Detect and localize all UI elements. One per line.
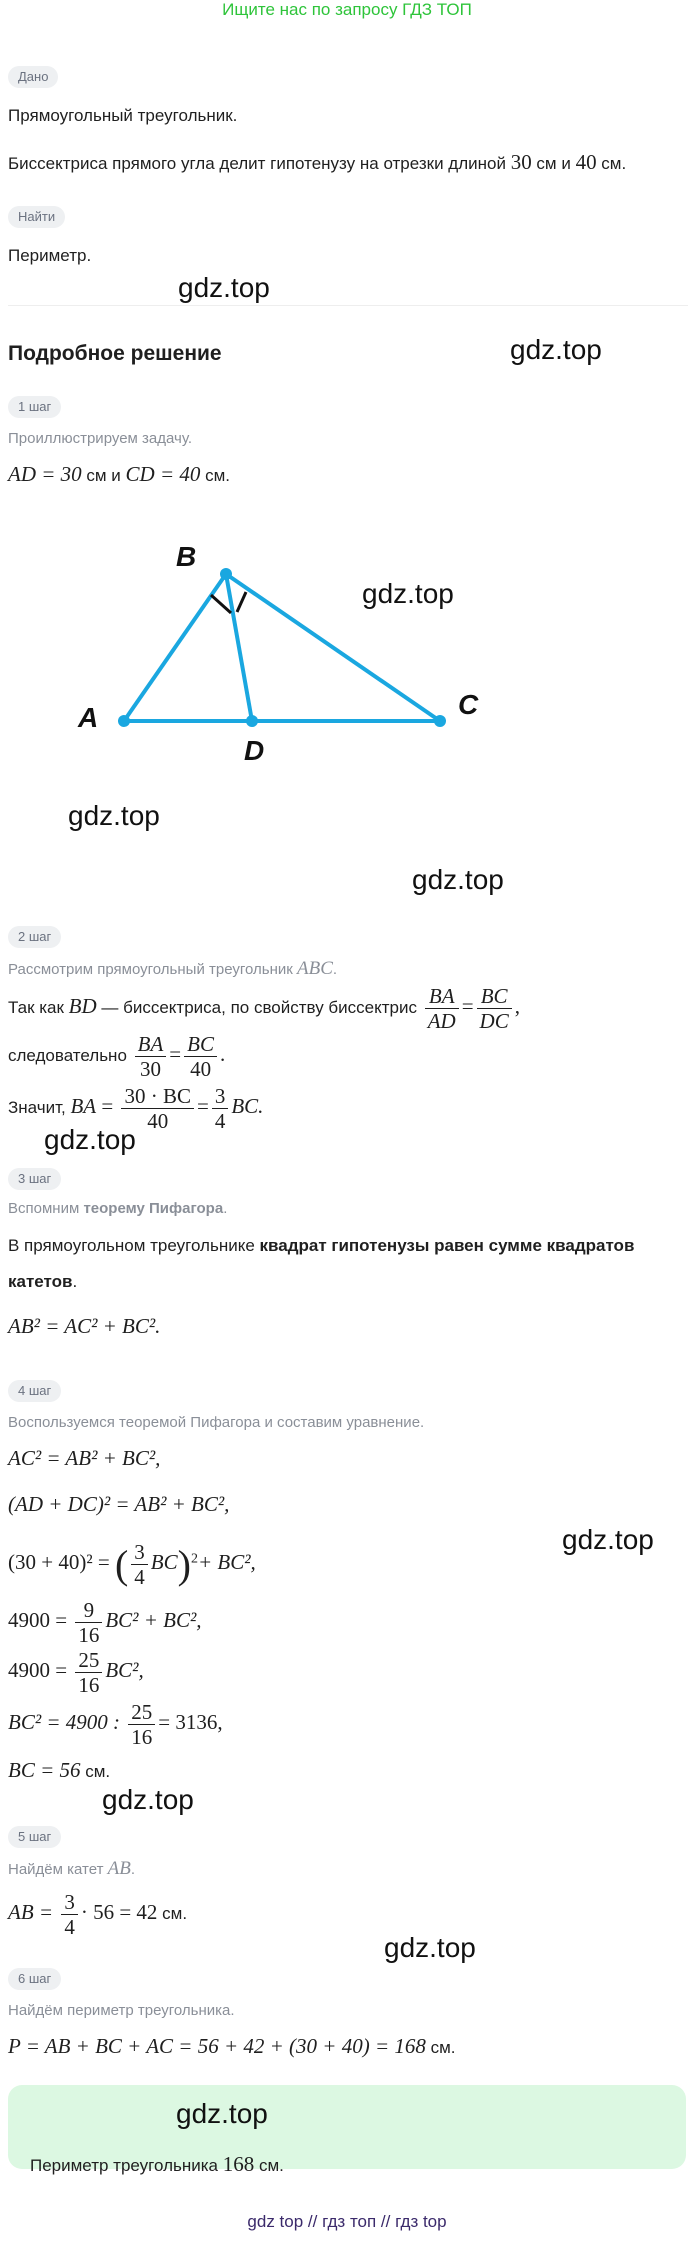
watermark: gdz.top xyxy=(384,1932,476,1963)
frac-den: 4 xyxy=(134,1565,145,1589)
given-label: Дано xyxy=(8,66,58,88)
angle-mark-2 xyxy=(237,592,246,612)
given-line-2-pre: Биссектриса прямого угла делит гипотенузу на отрезки длиной xyxy=(8,154,511,173)
perimeter-equation: P = AB + BC + AC = 56 + 42 + (30 + 40) = 168 xyxy=(8,2034,426,2058)
frac-num: BA xyxy=(135,1032,167,1057)
step-2-intro-end: . xyxy=(332,961,338,978)
frac-den: 40 xyxy=(190,1057,212,1081)
step-2-intro-text: Рассмотрим прямоугольный треугольник xyxy=(8,961,297,978)
step-1-mid: см и xyxy=(81,466,126,485)
point-a xyxy=(118,715,130,727)
ab-lhs: AB = xyxy=(8,1899,59,1924)
step-6-intro: Найдём периметр треугольника. xyxy=(8,2002,235,2019)
triangle-figure xyxy=(0,520,694,780)
eq7-unit: см. xyxy=(80,1762,111,1781)
step-2-line-3-pre: Значит, xyxy=(8,1097,71,1117)
step-1-intro: Проиллюстрируем задачу. xyxy=(8,430,192,447)
step-3-line-2-end: . xyxy=(72,1272,78,1291)
find-label: Найти xyxy=(8,206,65,228)
answer-text xyxy=(30,2152,284,2177)
step-4-eq-1: AC² = AB² + BC², xyxy=(8,1446,161,1470)
frac-den: 4 xyxy=(214,1109,226,1133)
frac-num: 3 xyxy=(212,1084,229,1109)
given-line-1: Прямоугольный треугольник. xyxy=(8,106,238,125)
frac-den: 4 xyxy=(64,1915,75,1939)
step-1-label: 1 шаг xyxy=(8,396,61,418)
bisector-bd xyxy=(226,574,252,721)
ad-equation: AD = 30 xyxy=(8,462,82,486)
frac-num: 25 xyxy=(128,1700,155,1725)
frac-den: 16 xyxy=(78,1623,100,1647)
frac-den: 30 xyxy=(139,1057,161,1081)
angle-mark-1 xyxy=(211,595,231,613)
eq6-lhs: BC² = 4900 : xyxy=(8,1709,126,1734)
ab-rhs: · 56 = 42 xyxy=(80,1899,158,1924)
step-2-line-1-post: — биссектриса, по свойству биссектрис xyxy=(96,997,417,1017)
label-a: A xyxy=(78,702,99,733)
eq3-rhs: + BC², xyxy=(197,1549,256,1574)
frac-num: BC xyxy=(477,984,512,1009)
step-1-unit: см. xyxy=(200,466,231,485)
step-3-label: 3 шаг xyxy=(8,1168,61,1190)
watermark: gdz.top xyxy=(562,1524,654,1555)
header-search-link[interactable]: Ищите нас по запросу ГДЗ ТОП xyxy=(222,0,472,19)
watermark: gdz.top xyxy=(362,578,454,609)
eq5-lhs: 4900 = xyxy=(8,1657,73,1682)
step-4-label: 4 шаг xyxy=(8,1380,61,1402)
step-4-eq-2: (AD + DC)² = AB² + BC², xyxy=(8,1492,230,1516)
frac-den: 40 xyxy=(147,1109,169,1133)
label-b: B xyxy=(176,541,197,572)
watermark: gdz.top xyxy=(176,2098,268,2129)
step-5-intro xyxy=(8,1858,135,1880)
step-3-line-2-bold: катетов xyxy=(8,1272,73,1291)
step-2-line-1 xyxy=(8,984,520,1033)
find-text: Периметр. xyxy=(8,246,92,265)
fraction-9-16 xyxy=(75,1598,102,1647)
step-3-intro xyxy=(8,1200,227,1217)
frac-den: AD xyxy=(427,1009,456,1033)
ba-symbol: BA xyxy=(70,1093,97,1118)
fraction-bc-dc xyxy=(477,984,512,1033)
step-3-intro-end: . xyxy=(223,1200,228,1217)
step-4-eq-5 xyxy=(8,1648,144,1697)
watermark: gdz.top xyxy=(44,1124,136,1155)
equals: = xyxy=(96,1093,119,1118)
paren-open: ( xyxy=(114,1542,129,1587)
point-d xyxy=(246,715,258,727)
watermark: gdz.top xyxy=(412,864,504,895)
triangle-abc: ABC xyxy=(296,958,333,979)
step-6-label: 6 шаг xyxy=(8,1968,61,1990)
answer-post: см. xyxy=(254,2156,284,2175)
fraction-25-16 xyxy=(128,1700,155,1749)
fraction-25-16 xyxy=(75,1648,102,1697)
step-3-intro-pre: Вспомним xyxy=(8,1200,84,1217)
cd-equation: CD = 40 xyxy=(125,462,201,486)
eq3-lhs: (30 + 40)² = xyxy=(8,1549,115,1574)
watermark: gdz.top xyxy=(178,272,270,303)
ab-symbol: AB xyxy=(107,1858,131,1879)
answer-pre: Периметр треугольника xyxy=(30,2156,223,2175)
step-5-intro-end: . xyxy=(130,1861,136,1878)
frac-num: BA xyxy=(425,984,459,1009)
watermark: gdz.top xyxy=(68,800,160,831)
step-2-line-1-pre: Так как xyxy=(8,997,69,1017)
step-2-label: 2 шаг xyxy=(8,926,61,948)
exponent-2: 2 xyxy=(190,1551,198,1567)
point-c xyxy=(434,715,446,727)
given-line-2 xyxy=(8,150,626,175)
bd-symbol: BD xyxy=(68,993,97,1018)
frac-den: 16 xyxy=(78,1673,100,1697)
paren-close: ) xyxy=(177,1542,191,1587)
bc-value: BC = 56 xyxy=(8,1758,81,1782)
answer-value: 168 xyxy=(222,2152,255,2176)
solution-title: Подробное решение xyxy=(8,342,222,365)
equals: = xyxy=(196,1093,209,1118)
step-4-eq-6 xyxy=(8,1700,223,1749)
eq4-rhs: BC² + BC², xyxy=(105,1607,202,1632)
given-segment-b: 40 xyxy=(575,150,597,174)
fraction-3-4 xyxy=(131,1540,148,1589)
bc-symbol: BC xyxy=(150,1549,178,1574)
label-c: C xyxy=(458,689,479,720)
watermark: gdz.top xyxy=(102,1784,194,1815)
step-3-line-1-pre: В прямоугольном треугольнике xyxy=(8,1236,260,1255)
bc-result: BC. xyxy=(231,1093,264,1118)
step-4-eq-7 xyxy=(8,1758,110,1783)
step-5-eq xyxy=(8,1890,187,1939)
frac-num: BC xyxy=(184,1032,217,1057)
step-5-label: 5 шаг xyxy=(8,1826,61,1848)
watermark: gdz.top xyxy=(510,334,602,365)
perimeter-unit: см. xyxy=(425,2038,456,2057)
label-d: D xyxy=(244,735,265,766)
fraction-ba-30 xyxy=(135,1032,167,1081)
step-2-line-2 xyxy=(8,1032,225,1081)
given-line-2-mid: см и xyxy=(531,154,576,173)
eq5-rhs: BC², xyxy=(105,1657,144,1682)
frac-den: DC xyxy=(479,1009,509,1033)
step-5-intro-text: Найдём катет xyxy=(8,1861,108,1878)
ab-unit: см. xyxy=(157,1903,188,1923)
frac-num: 3 xyxy=(131,1540,148,1565)
point-b xyxy=(220,568,232,580)
given-line-2-post: см. xyxy=(596,154,627,173)
step-3-line-2 xyxy=(8,1272,77,1292)
footer-links[interactable]: gdz top // гдз топ // гдз top xyxy=(247,2212,447,2231)
section-divider xyxy=(8,305,688,306)
fraction-3-4 xyxy=(61,1890,78,1939)
step-4-intro: Воспользуемся теоремой Пифагора и составим уравнение. xyxy=(8,1414,425,1431)
fraction-ba-ad xyxy=(425,984,459,1033)
step-4-eq-4 xyxy=(8,1598,202,1647)
step-3-line-1 xyxy=(8,1236,634,1256)
period: . xyxy=(219,1041,226,1066)
step-2-line-2-pre: следовательно xyxy=(8,1045,127,1065)
comma: , xyxy=(514,993,520,1018)
equals: = xyxy=(169,1041,182,1066)
fraction-bc-40 xyxy=(184,1032,217,1081)
fraction-3-4 xyxy=(212,1084,229,1133)
step-1-equation xyxy=(8,462,230,487)
given-segment-a: 30 xyxy=(510,150,532,174)
eq6-rhs: = 3136, xyxy=(158,1709,223,1734)
step-2-intro xyxy=(8,958,337,980)
frac-den: 16 xyxy=(131,1725,153,1749)
equals: = xyxy=(461,993,474,1018)
step-6-eq xyxy=(8,2034,456,2059)
frac-num: 25 xyxy=(75,1648,102,1673)
pythagoras-formula: AB² = AC² + BC². xyxy=(8,1314,161,1338)
frac-num: 3 xyxy=(61,1890,78,1915)
frac-num: 30 · BC xyxy=(121,1084,194,1109)
frac-num: 9 xyxy=(75,1598,102,1623)
step-4-eq-3 xyxy=(8,1540,256,1589)
eq4-lhs: 4900 = xyxy=(8,1607,73,1632)
pythagoras-link[interactable]: теорему Пифагора xyxy=(83,1200,224,1217)
step-3-line-1-bold: квадрат гипотенузы равен сумме квадратов xyxy=(259,1236,635,1255)
